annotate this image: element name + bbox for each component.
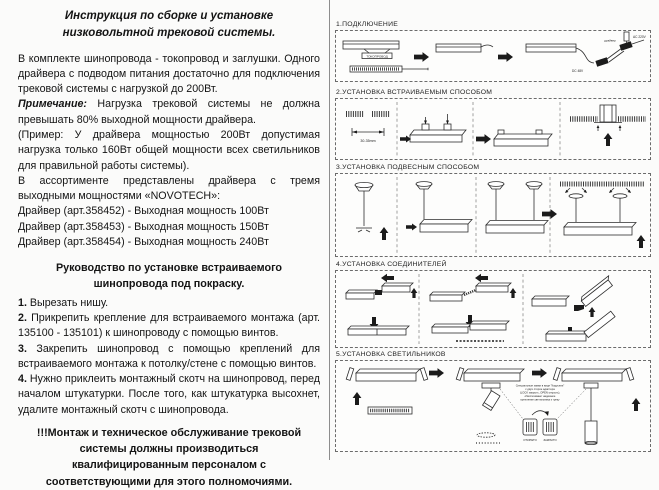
- track-profile-icon: [343, 41, 399, 59]
- lock-open-label: ОТКРЫТО: [523, 438, 537, 442]
- step-number: 2.: [18, 311, 27, 324]
- paragraph-example: (Пример: У драйвера мощностью 200Вт допустимая нагрузка только 160Вт общей мощности всех светильников для правильной работы системы).: [18, 128, 320, 172]
- section-header: 3.УСТАНОВКА ПОДВЕСНЫМ СПОСОБОМ: [336, 164, 480, 171]
- diagram-recessed: [336, 99, 650, 159]
- section-header: 4.УСТАНОВКА СОЕДИНИТЕЛЕЙ: [336, 261, 447, 268]
- assembled-track-icon: [494, 130, 552, 146]
- corner-connector-icon: [532, 276, 615, 341]
- step-4: [18, 372, 320, 418]
- driver-label: драйвер: [604, 38, 616, 43]
- track-with-clips-icon: [400, 114, 466, 143]
- paragraph-note: [18, 97, 320, 128]
- ac-voltage-label: AC 220V: [633, 35, 646, 39]
- step-text: Прикрепить крепление для встраиваемого монтажа (арт. 135100 - 135101) к шинопроводу с помощью винтов.: [18, 311, 320, 340]
- driver-item: Драйвер (арт.358452) - Выходная мощность 100Вт: [18, 205, 269, 218]
- step-1: [18, 296, 320, 311]
- track-to-driver-icon: [526, 32, 647, 73]
- straight-connector-icon: [346, 274, 417, 335]
- note-label: Примечание:: [18, 98, 87, 111]
- lock-note-line: (LOCK закрыть, OPEN открыть),: [519, 391, 561, 395]
- lock-note-line: обеспечивают надежное: [524, 395, 556, 398]
- pendant-kit-icon: [355, 182, 388, 240]
- diagram-connectors: [336, 271, 650, 347]
- diagram-column: [330, 0, 659, 460]
- section-box: [335, 270, 651, 348]
- pendant-luminaire-icon: [553, 368, 640, 445]
- arrow-right-icon: [414, 52, 429, 62]
- section-header: 1.ПОДКЛЮЧЕНИЕ: [336, 21, 398, 28]
- step-text: Нужно приклеить монтажный скотч на шинопровод, перед началом штукатурки. После того, как штукатурка высохнет, удалите монтажный скотч с шинопровода.: [18, 373, 320, 416]
- step-number: 3.: [18, 342, 27, 355]
- driver-item: Драйвер (арт.358453) - Выходная мощность 150Вт: [18, 220, 269, 233]
- arrow-right-icon: [429, 368, 444, 378]
- conductor-strip-icon: [350, 66, 428, 72]
- step-text: Закрепить шинопровод с помощью креплений для встраиваемого монтажа к потолку/стене с помощью винтов.: [18, 342, 320, 370]
- recessed-cross-section-icon: [570, 105, 646, 146]
- step-2: [18, 311, 320, 342]
- assembled-pendant-track-icon: [486, 182, 557, 233]
- step-number: 4.: [18, 373, 27, 386]
- dc-voltage-label: DC 48V: [572, 69, 584, 73]
- section-connection: [335, 21, 651, 82]
- section-box: [335, 360, 651, 452]
- step-number: 1.: [18, 296, 27, 309]
- section-connectors: [335, 261, 651, 348]
- guide-title: Руководство по установке встраиваемого шинопровода под покраску.: [55, 262, 283, 290]
- arrow-right-icon: [476, 134, 491, 144]
- warning-text: !!!Монтаж и техническое обслуживание трековой системы должны производиться квалифицированным персоналом с соответствующими для этого полномочиями.: [36, 427, 302, 488]
- lock-note-line: Специальные замки в виде "Карусели": [515, 384, 565, 388]
- diagram-suspended: [336, 174, 650, 256]
- lock-note-line: крепление светильника к треку: [520, 398, 560, 402]
- instruction-text-column: [0, 0, 328, 488]
- diagram-connection: [336, 31, 650, 81]
- ceiling-mounted-pendant-icon: [560, 184, 645, 248]
- note-text: Нагрузка трековой системы не должна превышать 80% выходной мощности драйвера.: [18, 98, 320, 126]
- section-suspended-mounting: [335, 164, 651, 257]
- driver-list: [18, 204, 320, 250]
- arrow-right-icon: [498, 52, 513, 62]
- lock-detail-icon: [500, 384, 586, 443]
- page-title: Инструкция по сборке и установке низковольтной трековой системы.: [62, 10, 276, 40]
- lock-closed-label: ЗАКРЫТО: [543, 438, 557, 442]
- arrow-right-icon: [532, 368, 547, 378]
- rod-to-track-icon: [406, 182, 472, 232]
- section-box: [335, 173, 651, 257]
- paragraph-kit: В комплекте шинопровода - токопровод и заглушки. Одного драйвера с подводом питания достаточно для подключения трековой системы с нагрузкой до 200Вт.: [18, 52, 320, 96]
- section-box: [335, 98, 651, 160]
- spot-luminaire-icon: [456, 368, 524, 443]
- section-box: [335, 30, 651, 82]
- step-text: Вырезать нишу.: [26, 296, 109, 309]
- paragraph-assortment: В ассортименте представлены драйвера с тремя выходными мощностями «NOVOTECH»:: [18, 174, 320, 203]
- niche-gap-icon: [346, 114, 390, 143]
- section-recessed-mounting: [335, 89, 651, 160]
- gap-dimension-label: 30-35mm: [360, 139, 376, 143]
- flex-connector-icon: [430, 274, 516, 341]
- section-luminaires: [335, 351, 651, 452]
- track-with-conductor-icon: [436, 44, 493, 52]
- section-header: 5.УСТАНОВКА СВЕТИЛЬНИКОВ: [336, 351, 446, 358]
- section-header: 2.УСТАНОВКА ВСТРАИВАЕМЫМ СПОСОБОМ: [336, 89, 493, 96]
- track-with-endcaps-icon: [346, 368, 428, 414]
- driver-item: Драйвер (арт.358454) - Выходная мощность 240Вт: [18, 236, 269, 249]
- step-3: [18, 342, 320, 373]
- diagram-luminaires: [336, 361, 650, 451]
- conductor-label: ТОКОПРОВОД: [366, 54, 388, 59]
- lock-note-line: с двух сторон адаптера: [525, 388, 555, 391]
